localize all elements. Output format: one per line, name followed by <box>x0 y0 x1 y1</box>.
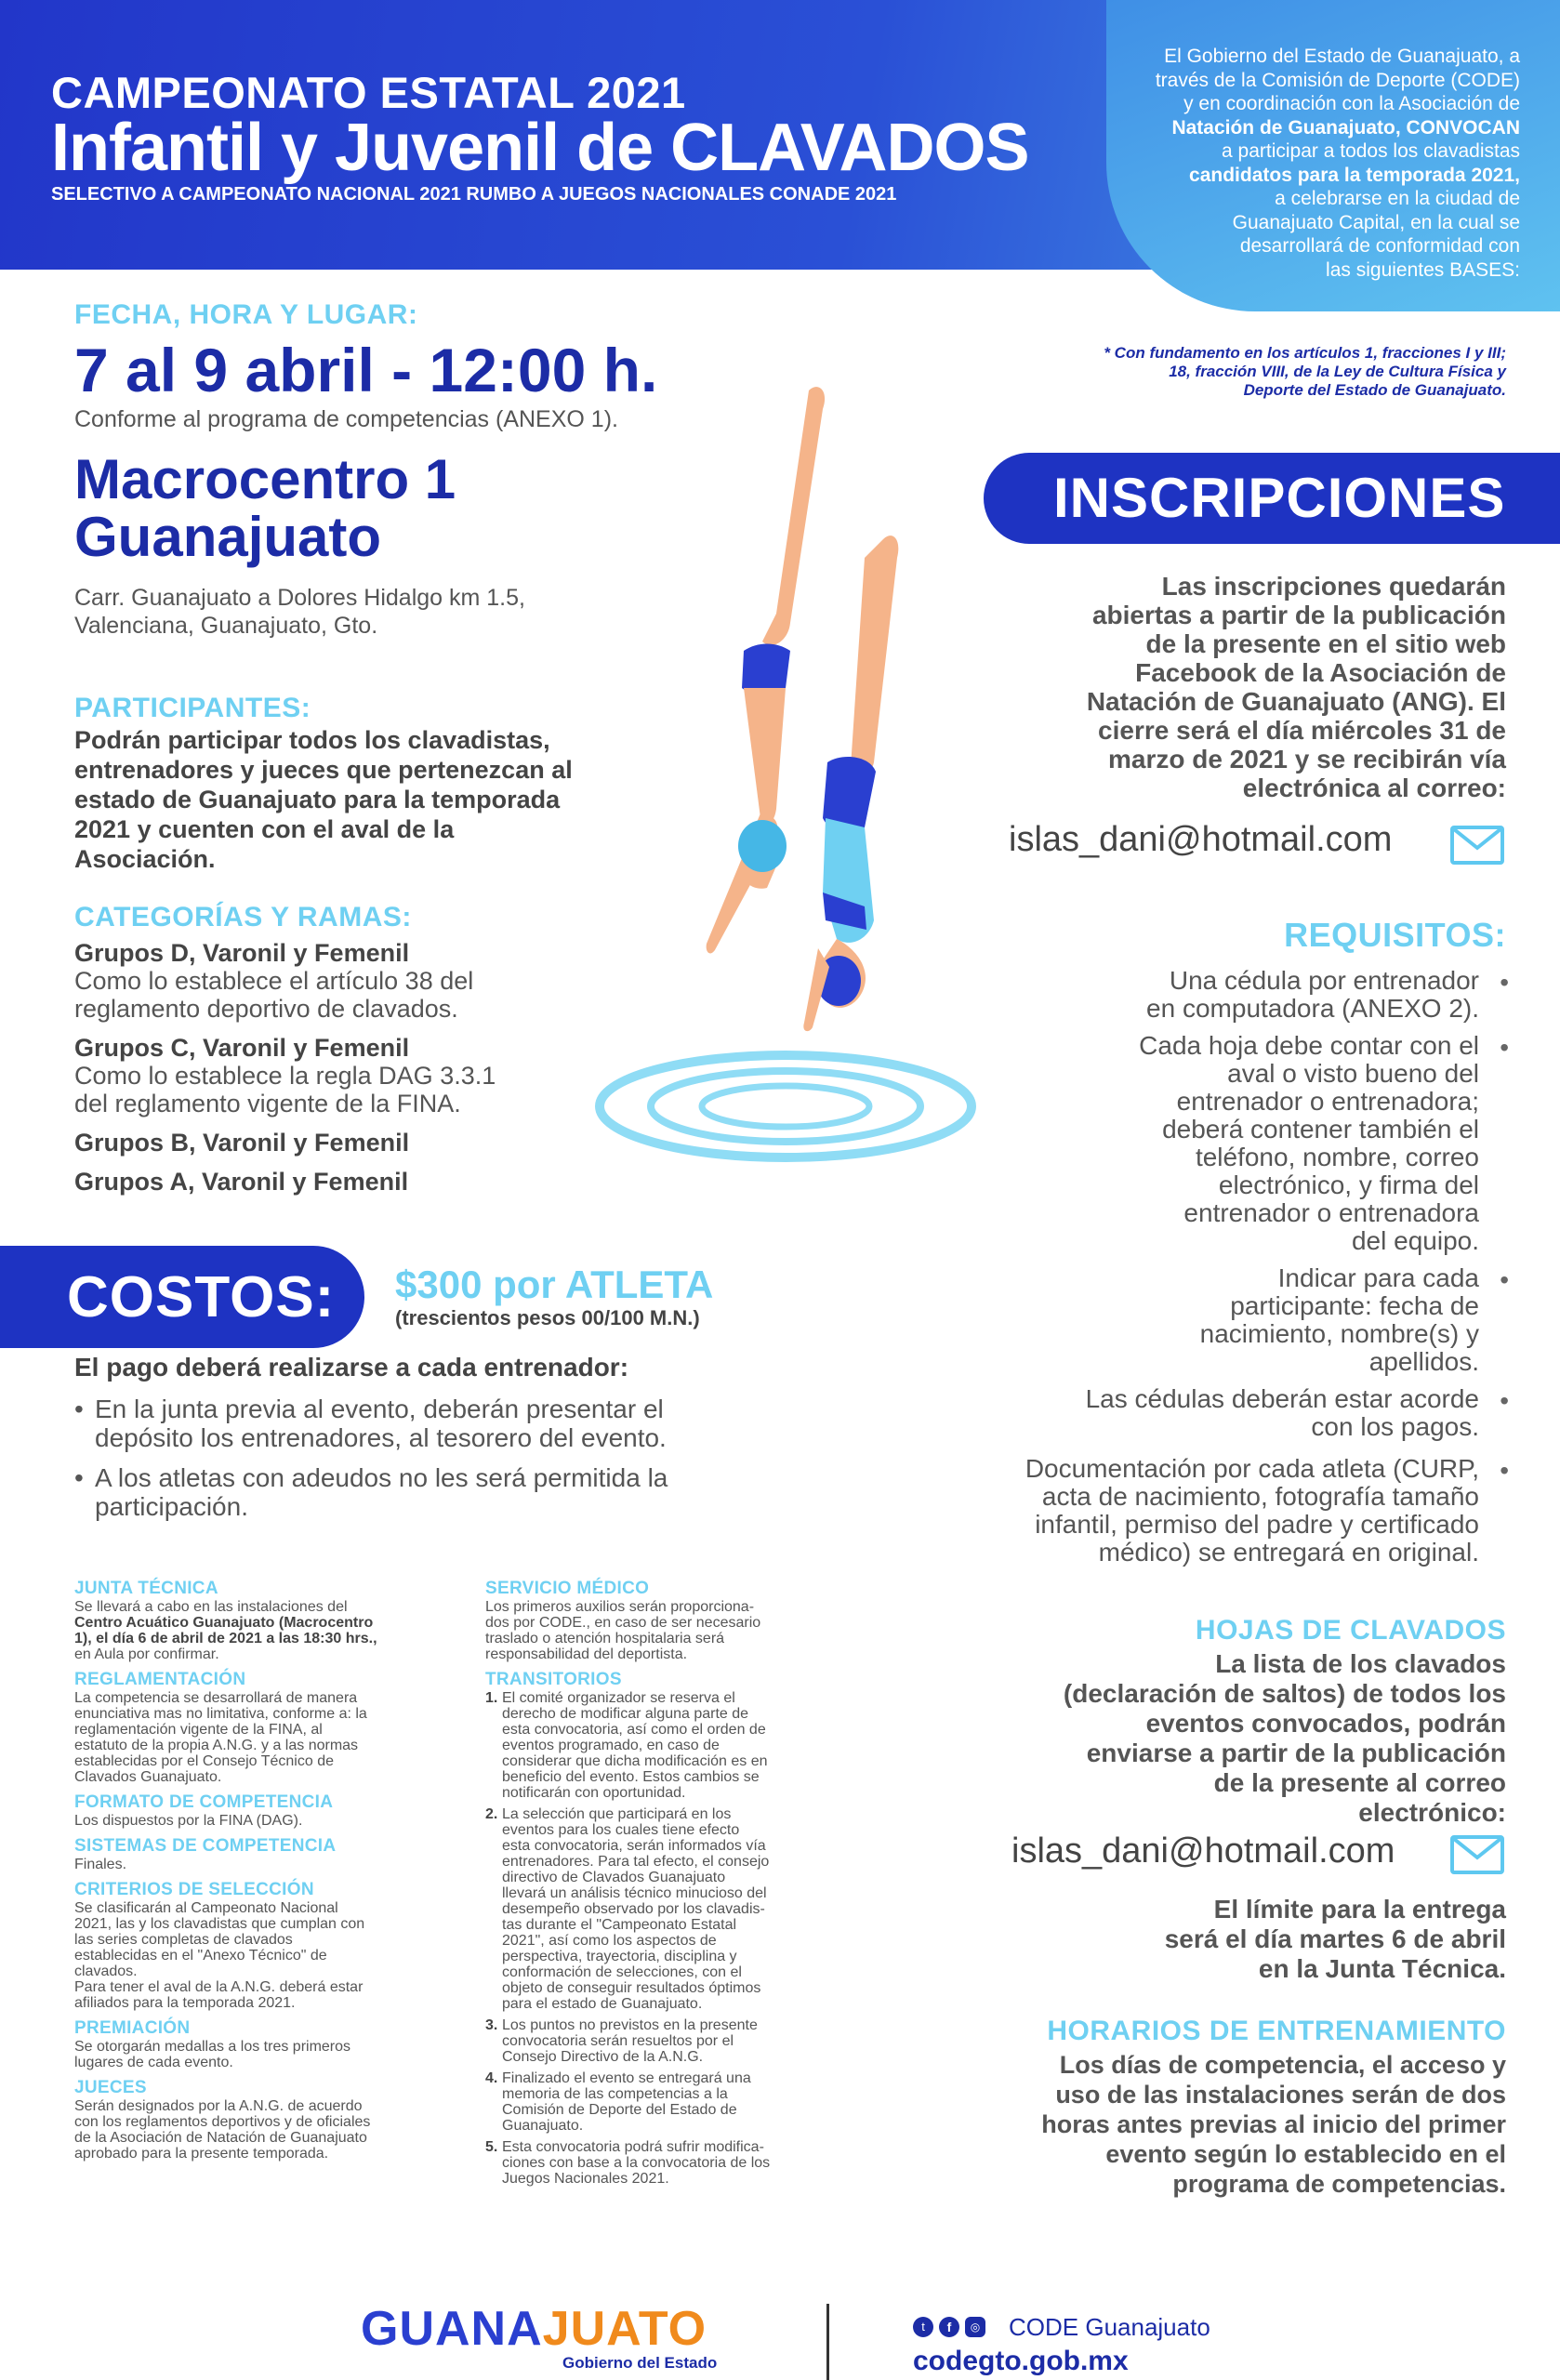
inscripciones-heading: INSCRIPCIONES <box>1053 467 1506 529</box>
logo-subtitle: Gobierno del Estado <box>562 2354 718 2372</box>
diver-front <box>803 536 898 1031</box>
transitorio-item: 1. El comité organizador se reserva el derecho de modificar alguna parte de esta convocatoria, así como el orden de eventos programado, en caso de considerar que dicha modificación es en beneficio del evento. Estos cambios se notificarán con oportunidad. <box>485 1690 768 1801</box>
price: $300 por ATLETA <box>395 1263 714 1306</box>
category-title: Grupos D, Varonil y Femenil <box>74 939 410 967</box>
hojas-limit: El límite para la entrega será el día martes 6 de abril en la Junta Técnica. <box>1164 1895 1506 1983</box>
website-link[interactable]: codegto.gob.mx <box>913 2346 1129 2376</box>
category-title: Grupos A, Varonil y Femenil <box>74 1168 409 1196</box>
inscripciones-pill <box>984 453 1560 544</box>
categorias-list: Grupos D, Varonil y Femenil Como lo establece el artículo 38 del reglamento deportivo de clavados. Grupos C, Varonil y Femenil Como lo establece la regla DAG 3.3.1 del reglamento vigente de la FINA. Grupos B, Varonil y Femenil Grupos A, Varonil y Femenil <box>74 939 496 1196</box>
fecha-label: FECHA, HORA Y LUGAR: <box>74 299 418 330</box>
transitorio-item: 3. Los puntos no previstos en la presente convocatoria serán resueltos por el Consejo Directivo de la A.N.G. <box>485 2017 758 2065</box>
small-print-left: JUNTA TÉCNICA Se llevará a cabo en las instalaciones del Centro Acuático Guanajuato (Macrocentro 1), el día 6 de abril de 2021 a las 18:30 hrs., en Aula por confirmar. REGLAMENTACIÓN La competencia se desarrollará de manera enunciativa mas no limitativa, conforme a: la reglamentación vigente de la FINA, al estatuto de la propia A.N.G. y a las normas establecidas por el Consejo Técnico de Clavados Guanajuato. FORMATO DE COMPETENCIA Los dispuestos por la FINA (DAG). SISTEMAS DE COMPETENCIA Finales. CRITERIOS DE SELECCIÓN Se clasificarán al Campeonato Nacional 2021, las y los clavadistas que cumplan con las series completas de clavados establecidas en el "Anexo Técnico" de clavados. Para tener el aval de la A.N.G. deberá estar afiliados para la temporada 2021. PREMIACIÓN Se otorgarán medallas a los tres primeros lugares de cada evento. JUECES Serán designados por la A.N.G. de acuerdo con los reglamentos deportivos y de oficiales de la Asociación de Natación de Guanajuato aprobado para la presente temporada. <box>74 1579 465 2162</box>
payment-bullets: • En la junta previa al evento, deberán presentar el depósito los entrenadores, al tesorero del evento. • A los atletas con adeudos no les será permitida la participación. <box>74 1395 668 1521</box>
costos-pill <box>0 1246 364 1348</box>
participantes-text: Podrán participar todos los clavadistas, entrenadores y jueces que pertenezcan al estado de Guanajuato para la temporada 2021 y cuenten con el aval de la Asociación. <box>74 726 573 873</box>
legal-footnote: * Con fundamento en los artículos 1, fracciones I y III; 18, fracción VIII, de la Ley de Cultura Física y Deporte del Estado de Guanajuato. <box>1104 344 1506 399</box>
transitorio-item: 4. Finalizado el evento se entregará una memoria de las competencias a la Comisión de Deporte del Estado de Guanajuato. <box>485 2070 751 2134</box>
venue-address: Carr. Guanajuato a Dolores Hidalgo km 1.5, Valenciana, Guanajuato, Gto. <box>74 585 525 639</box>
social-handle: CODE Guanajuato <box>1009 2313 1210 2341</box>
venue-name: Macrocentro 1 Guanajuato <box>74 448 456 568</box>
requisitos-label: REQUISITOS: <box>1284 916 1506 954</box>
hojas-text: La lista de los clavados (declaración de saltos) de todos los eventos convocados, podrán enviarse a partir de la publicación de la presente al correo electrónico: <box>1063 1649 1506 1827</box>
header-subtitle: SELECTIVO A CAMPEONATO NACIONAL 2021 RUMBO A JUEGOS NACIONALES CONADE 2021 <box>51 184 897 205</box>
header-title-line2: Infantil y Juvenil de CLAVADOS <box>51 111 1029 185</box>
category-title: Grupos B, Varonil y Femenil <box>74 1129 410 1157</box>
header-intro: El Gobierno del Estado de Guanajuato, a través de la Comisión de Deporte (CODE) y en coordinación con la Asociación de Natación de Guanajuato, CONVOCAN a participar a todos los clavadistas candidatos para la temporada 2021, a celebrarse en la ciudad de Guanajuato Capital, en la cual se desarrollará de conformidad con las siguientes BASES: <box>1155 46 1520 281</box>
twitter-icon[interactable]: t <box>913 2317 933 2337</box>
transitorio-item: 5. Esta convocatoria podrá sufrir modifica- ciones con base a la convocatoria de los Juegos Nacionales 2021. <box>485 2139 771 2187</box>
junta-label: JUNTA TÉCNICA <box>74 1579 218 1598</box>
participantes-label: PARTICIPANTES: <box>74 693 311 723</box>
hojas-label: HOJAS DE CLAVADOS <box>1195 1615 1506 1646</box>
premiacion-label: PREMIACIÓN <box>74 2018 191 2038</box>
category-title: Grupos C, Varonil y Femenil <box>74 1034 410 1062</box>
bullet-dot: • <box>74 1395 84 1423</box>
requisito-item: • Cada hoja debe contar con el aval o visto bueno del entrenador o entrenadora; deberá contener también el teléfono, nombre, correo electrónico, y firma del entrenador o entrenadora del equipo. <box>1139 1031 1509 1255</box>
guanajuato-logo: GUANAJUATO <box>361 2302 707 2356</box>
transitorio-item: 2. La selección que participará en los eventos para los cuales tiene efecto esta convocatoria, serán informados vía entrenadores. Para tal efecto, el consejo directivo de Clavados Guanajuato llevará un análisis técnico minucioso del desempeño observado por los clavadis- tas durante el "Campeonato Estatal 2021", así como los aspectos de perspectiva, trayectoria, disciplina y conformación de selecciones, con el objeto de conseguir resultados óptimos para el estado de Guanajuato. <box>485 1806 770 2012</box>
costos-heading: COSTOS: <box>67 1265 336 1329</box>
horarios-text: Los días de competencia, el acceso y uso de las instalaciones serán de dos horas antes previas al inicio del primer evento según lo establecido en el programa de competencias. <box>1041 2051 1506 2198</box>
diver-back <box>707 387 825 953</box>
inscripciones-text: Las inscripciones quedarán abiertas a partir de la publicación de la presente en el sitio web Facebook de la Asociación de Natación de Guanajuato (ANG). El cierre será el día miércoles 31 de marzo de 2021 y se recibirán vía electrónica al correo: <box>1086 572 1506 802</box>
mail-icon <box>1450 826 1504 865</box>
transitorios-label: TRANSITORIOS <box>485 1670 622 1689</box>
horarios-label: HORARIOS DE ENTRENAMIENTO <box>1047 2016 1506 2046</box>
mail-icon <box>1450 1835 1504 1874</box>
payment-intro: El pago deberá realizarse a cada entrenador: <box>74 1353 629 1382</box>
servicio-medico-label: SERVICIO MÉDICO <box>485 1579 650 1598</box>
requisito-item: • Una cédula por entrenador en computadora (ANEXO 2). <box>1146 966 1509 1023</box>
reglamentacion-label: REGLAMENTACIÓN <box>74 1670 246 1689</box>
price-words: (trescientos pesos 00/100 M.N.) <box>395 1306 700 1329</box>
instagram-icon[interactable]: ◎ <box>965 2317 985 2337</box>
event-date-time: 7 al 9 abril - 12:00 h. <box>74 336 658 404</box>
formato-label: FORMATO DE COMPETENCIA <box>74 1792 334 1812</box>
jueces-label: JUECES <box>74 2078 147 2097</box>
social-icons <box>913 2317 985 2337</box>
hojas-email[interactable]: islas_dani@hotmail.com <box>1011 1831 1395 1871</box>
facebook-icon[interactable]: f <box>939 2317 959 2337</box>
inscripciones-email[interactable]: islas_dani@hotmail.com <box>1009 820 1393 859</box>
program-note: Conforme al programa de competencias (ANEXO 1). <box>74 406 618 432</box>
requisito-item: • Documentación por cada atleta (CURP, acta de nacimiento, fotografía tamaño infantil, permiso del padre y certificado médico) se entregará en original. <box>1025 1454 1509 1567</box>
sistemas-label: SISTEMAS DE COMPETENCIA <box>74 1836 337 1856</box>
small-print-middle: SERVICIO MÉDICO Los primeros auxilios serán proporciona- dos por CODE., en caso de ser necesario traslado o atención hospitalaria será responsabilidad del deportista. TRANSITORIOS 1. El comité organizador se reserva el derecho de modificar alguna parte de esta convocatoria, así como el orden de eventos programado, en caso de considerar que dicha modificación es en beneficio del evento. Estos cambios se notificarán con oportunidad. 2. La selección que participará en los eventos para los cuales tiene efecto esta convocatoria, serán informados vía entrenadores. Para tal efecto, el consejo directivo de Clavados Guanajuato llevará un análisis técnico minucioso del desempeño observado por los clavadis- tas durante el "Campeonato Estatal 2021", así como los aspectos de perspectiva, trayectoria, disciplina y conformación de selecciones, con el objeto de conseguir resultados óptimos para el estado de Guanajuato. 3. Los puntos no previstos en la presente convocatoria serán resueltos por el Consejo Directivo de la A.N.G. 4. Finalizado el evento se entregará una memoria de las competencias a la Comisión de Deporte del Estado de Guanajuato. 5. Esta convocatoria podrá sufrir modifica- ciones con base a la convocatoria de los Juegos Nacionales 2021. <box>485 1579 848 2187</box>
requisito-item: • Indicar para cada participante: fecha de nacimiento, nombre(s) y apellidos. <box>1199 1263 1509 1376</box>
header-title-line1: CAMPEONATO ESTATAL 2021 <box>51 68 686 117</box>
bullet-dot: • <box>74 1463 84 1492</box>
requisito-item: • Las cédulas deberán estar acorde con los pagos. <box>1085 1384 1509 1441</box>
categorias-label: CATEGORÍAS Y RAMAS: <box>74 902 412 932</box>
footer-divider <box>826 2304 829 2380</box>
criterios-label: CRITERIOS DE SELECCIÓN <box>74 1880 314 1899</box>
